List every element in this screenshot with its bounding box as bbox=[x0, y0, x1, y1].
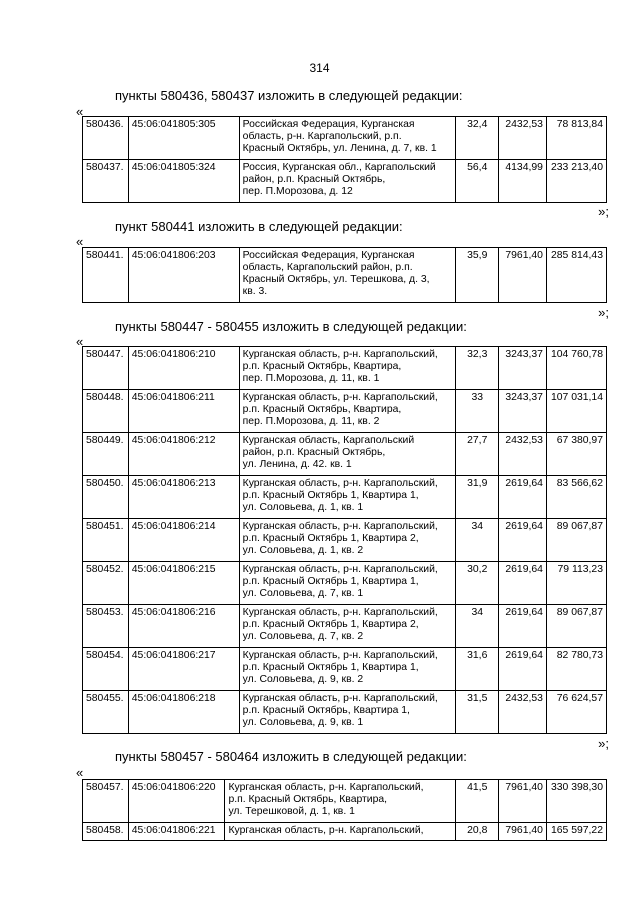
item-number: 580451. bbox=[83, 519, 129, 562]
address-text: Курганская область, р-н. Каргапольский, р.п. Красный Октябрь 1, Квартира 2, ул. Соловьева, д. 7, кв. 2 bbox=[242, 607, 438, 642]
item-number: 580450. bbox=[83, 476, 129, 519]
unit-price: 2432,53 bbox=[499, 433, 547, 476]
address-text: Российская Федерация, Курганская область, р-н. Каргапольский, р.п. Красный Октябрь, ул. Ленина, д. 7, кв. 1 bbox=[242, 119, 437, 154]
amendment-table bbox=[82, 346, 607, 734]
section-heading: пункты 580457 - 580464 изложить в следующей редакции: bbox=[115, 749, 467, 764]
item-number: 580458. bbox=[83, 823, 129, 841]
address-text: Курганская область, р-н. Каргапольский, р.п. Красный Октябрь 1, Квартира 2, ул. Соловьева, д. 1, кв. 2 bbox=[242, 521, 438, 556]
cadastral-number: 45:06:041806:203 bbox=[128, 248, 239, 303]
item-number: 580436. bbox=[83, 117, 129, 160]
amendment-table bbox=[82, 247, 607, 303]
unit-price: 2619,64 bbox=[499, 476, 547, 519]
address bbox=[239, 605, 456, 648]
amendment-table bbox=[82, 116, 607, 203]
table-row bbox=[83, 347, 607, 390]
table-row bbox=[83, 519, 607, 562]
address-text: Россия, Курганская обл., Каргапольский район, р.п. Красный Октябрь, пер. П.Морозова, д. 12 bbox=[242, 162, 436, 197]
item-number: 580453. bbox=[83, 605, 129, 648]
cadastral-number: 45:06:041806:217 bbox=[128, 648, 239, 691]
table-row bbox=[83, 605, 607, 648]
unit-price: 2619,64 bbox=[499, 648, 547, 691]
total-value: 107 031,14 bbox=[546, 390, 606, 433]
total-value: 330 398,30 bbox=[546, 780, 606, 823]
address-text: Курганская область, р-н. Каргапольский, р.п. Красный Октябрь, Квартира, пер. П.Морозова, д. 11, кв. 2 bbox=[242, 392, 438, 427]
unit-price: 7961,40 bbox=[499, 823, 547, 841]
section-heading: пункты 580447 - 580455 изложить в следующей редакции: bbox=[115, 319, 467, 334]
item-number: 580441. bbox=[83, 248, 129, 303]
area: 31,6 bbox=[456, 648, 499, 691]
total-value: 67 380,97 bbox=[546, 433, 606, 476]
section-heading: пункт 580441 изложить в следующей редакции: bbox=[115, 219, 403, 234]
item-number: 580437. bbox=[83, 160, 129, 203]
item-number: 580449. bbox=[83, 433, 129, 476]
address-text: Курганская область, р-н. Каргапольский, р.п. Красный Октябрь 1, Квартира 1, ул. Соловьева, д. 1, кв. 1 bbox=[242, 478, 438, 513]
address-text: Курганская область, р-н. Каргапольский, р.п. Красный Октябрь 1, Квартира 1, ул. Соловьева, д. 7, кв. 1 bbox=[242, 564, 438, 599]
unit-price: 2432,53 bbox=[499, 117, 547, 160]
area: 31,9 bbox=[456, 476, 499, 519]
total-value: 89 067,87 bbox=[546, 605, 606, 648]
area: 41,5 bbox=[456, 780, 499, 823]
cadastral-number: 45:06:041806:220 bbox=[128, 780, 225, 823]
address-text: Курганская область, р-н. Каргапольский, р.п. Красный Октябрь, Квартира, ул. Терешковой, д. 1, кв. 1 bbox=[228, 782, 424, 817]
address-text: Курганская область, р-н. Каргапольский, р.п. Красный Октябрь, Квартира, пер. П.Морозова, д. 11, кв. 1 bbox=[242, 349, 438, 384]
table-row bbox=[83, 390, 607, 433]
cadastral-number: 45:06:041805:305 bbox=[128, 117, 239, 160]
address bbox=[239, 347, 456, 390]
address bbox=[239, 519, 456, 562]
total-value: 89 067,87 bbox=[546, 519, 606, 562]
address-text: Курганская область, р-н. Каргапольский, bbox=[228, 825, 424, 836]
address bbox=[239, 648, 456, 691]
cadastral-number: 45:06:041806:221 bbox=[128, 823, 225, 841]
address-text: Курганская область, р-н. Каргапольский, р.п. Красный Октябрь, Квартира 1, ул. Соловьева, д. 9, кв. 1 bbox=[242, 693, 438, 728]
cadastral-number: 45:06:041806:214 bbox=[128, 519, 239, 562]
item-number: 580448. bbox=[83, 390, 129, 433]
address bbox=[225, 823, 456, 841]
total-value: 76 624,57 bbox=[546, 691, 606, 734]
item-number: 580455. bbox=[83, 691, 129, 734]
total-value: 78 813,84 bbox=[546, 117, 606, 160]
address bbox=[239, 476, 456, 519]
address bbox=[239, 433, 456, 476]
address bbox=[239, 390, 456, 433]
close-quote: »; bbox=[598, 204, 609, 219]
table-row bbox=[83, 160, 607, 203]
cadastral-number: 45:06:041806:213 bbox=[128, 476, 239, 519]
cadastral-number: 45:06:041806:210 bbox=[128, 347, 239, 390]
cadastral-number: 45:06:041806:218 bbox=[128, 691, 239, 734]
area: 27,7 bbox=[456, 433, 499, 476]
cadastral-number: 45:06:041806:216 bbox=[128, 605, 239, 648]
cadastral-number: 45:06:041806:212 bbox=[128, 433, 239, 476]
table-row bbox=[83, 476, 607, 519]
unit-price: 7961,40 bbox=[499, 780, 547, 823]
table-row bbox=[83, 691, 607, 734]
address bbox=[225, 780, 456, 823]
open-quote: « bbox=[76, 104, 84, 119]
total-value: 82 780,73 bbox=[546, 648, 606, 691]
unit-price: 2619,64 bbox=[499, 519, 547, 562]
unit-price: 7961,40 bbox=[499, 248, 547, 303]
page-number: 314 bbox=[309, 61, 330, 75]
unit-price: 2432,53 bbox=[499, 691, 547, 734]
total-value: 104 760,78 bbox=[546, 347, 606, 390]
address-text: Курганская область, Каргапольский район, р.п. Красный Октябрь, ул. Ленина, д. 42. кв. 1 bbox=[242, 435, 415, 470]
area: 31,5 bbox=[456, 691, 499, 734]
close-quote: »; bbox=[598, 736, 609, 751]
area: 33 bbox=[456, 390, 499, 433]
area: 30,2 bbox=[456, 562, 499, 605]
table-row bbox=[83, 433, 607, 476]
address bbox=[239, 562, 456, 605]
area: 35,9 bbox=[456, 248, 499, 303]
open-quote: « bbox=[76, 234, 84, 249]
table-row bbox=[83, 823, 607, 841]
address bbox=[239, 691, 456, 734]
item-number: 580447. bbox=[83, 347, 129, 390]
cadastral-number: 45:06:041805:324 bbox=[128, 160, 239, 203]
total-value: 79 113,23 bbox=[546, 562, 606, 605]
total-value: 83 566,62 bbox=[546, 476, 606, 519]
unit-price: 4134,99 bbox=[499, 160, 547, 203]
address-text: Российская Федерация, Курганская область, Каргапольский район, р.п. Красный Октябрь, ул. Терешкова, д. 3, кв. 3. bbox=[242, 250, 430, 297]
section-heading: пункты 580436, 580437 изложить в следующей редакции: bbox=[115, 88, 463, 103]
item-number: 580452. bbox=[83, 562, 129, 605]
total-value: 233 213,40 bbox=[546, 160, 606, 203]
area: 34 bbox=[456, 605, 499, 648]
address bbox=[239, 160, 456, 203]
area: 34 bbox=[456, 519, 499, 562]
table-row bbox=[83, 562, 607, 605]
address bbox=[239, 248, 456, 303]
item-number: 580457. bbox=[83, 780, 129, 823]
item-number: 580454. bbox=[83, 648, 129, 691]
amendment-table bbox=[82, 779, 607, 841]
unit-price: 2619,64 bbox=[499, 562, 547, 605]
unit-price: 3243,37 bbox=[499, 390, 547, 433]
area: 56,4 bbox=[456, 160, 499, 203]
table-row bbox=[83, 248, 607, 303]
table-row bbox=[83, 780, 607, 823]
cadastral-number: 45:06:041806:215 bbox=[128, 562, 239, 605]
total-value: 285 814,43 bbox=[546, 248, 606, 303]
open-quote: « bbox=[76, 765, 84, 780]
table-row bbox=[83, 648, 607, 691]
total-value: 165 597,22 bbox=[546, 823, 606, 841]
unit-price: 2619,64 bbox=[499, 605, 547, 648]
address bbox=[239, 117, 456, 160]
unit-price: 3243,37 bbox=[499, 347, 547, 390]
open-quote: « bbox=[76, 334, 84, 349]
area: 20,8 bbox=[456, 823, 499, 841]
address-text: Курганская область, р-н. Каргапольский, р.п. Красный Октябрь 1, Квартира 1, ул. Соловьева, д. 9, кв. 2 bbox=[242, 650, 438, 685]
area: 32,4 bbox=[456, 117, 499, 160]
close-quote: »; bbox=[598, 305, 609, 320]
cadastral-number: 45:06:041806:211 bbox=[128, 390, 239, 433]
table-row bbox=[83, 117, 607, 160]
area: 32,3 bbox=[456, 347, 499, 390]
